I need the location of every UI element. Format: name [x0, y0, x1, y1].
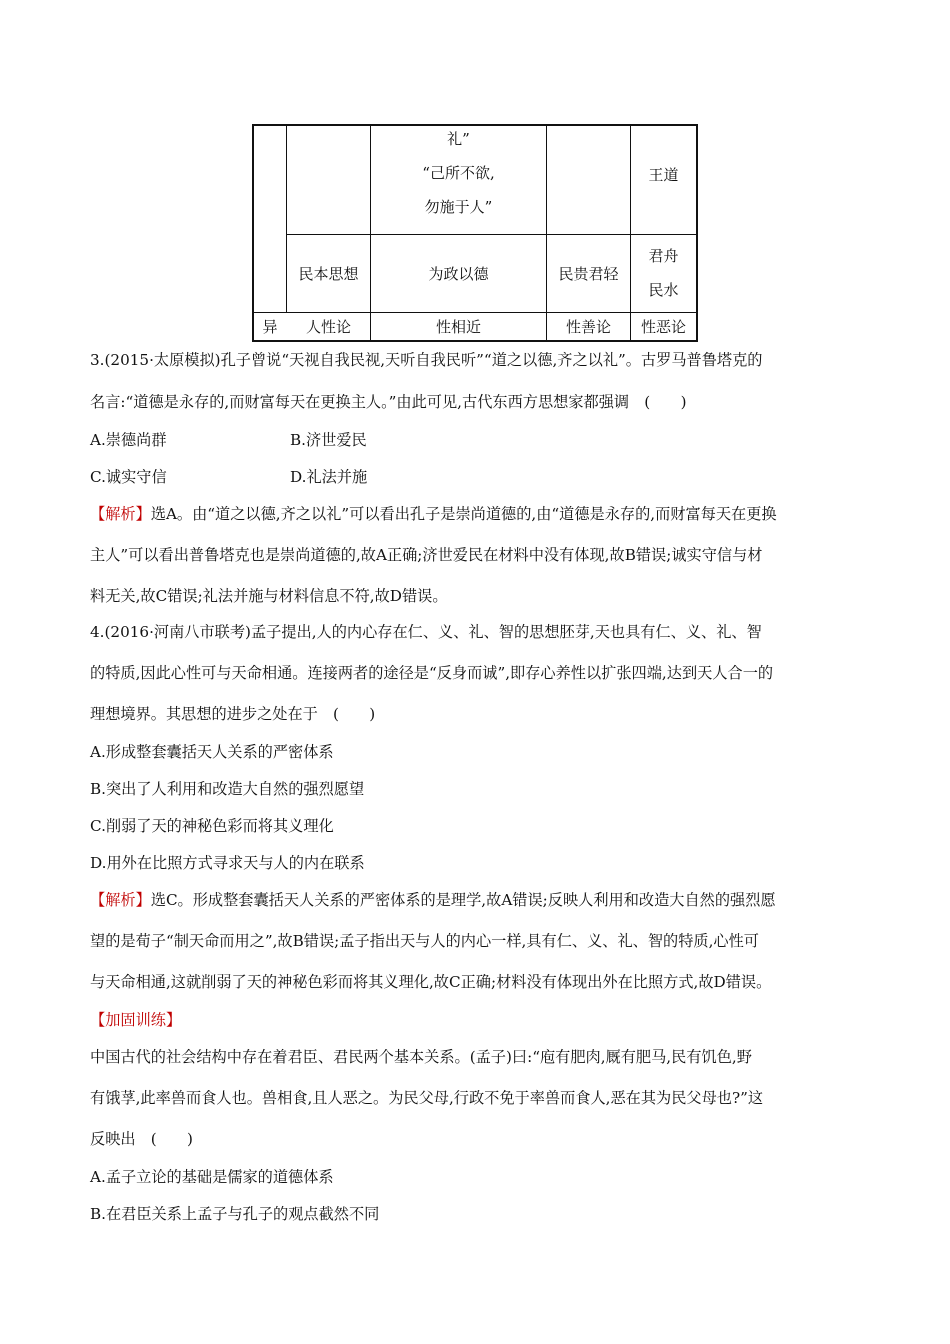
question-3-stem: 3.(2015·太原模拟)孔子曾说“天视自我民视,天听自我民听”“道之以德,齐之以礼”。古罗马普鲁塔克的 [90, 351, 763, 369]
cell-text: 民水 [648, 280, 679, 299]
table-cell [287, 235, 370, 312]
option-d: D.用外在比照方式寻求天与人的内在联系 [90, 854, 365, 872]
table-cell [371, 122, 546, 232]
option-b: B.突出了人利用和改造大自然的强烈愿望 [90, 780, 365, 798]
cell-text: 礼” [447, 130, 470, 148]
reinforcement-tag: 【加固训练】 [90, 1011, 182, 1029]
cell-text: 勿施于人” [424, 198, 493, 216]
cell-text: 性善论 [565, 317, 611, 336]
option-c: C.削弱了天的神秘色彩而将其义理化 [90, 817, 334, 835]
table-cell [631, 231, 696, 314]
analysis-text: 与天命相通,这就削弱了天的神秘色彩而将其义理化,故C正确;材料没有体现出外在比照方式,故D错误。 [90, 973, 772, 991]
extra-question-stem: 中国古代的社会结构中存在着君臣、君民两个基本关系。(孟子)曰:“庖有肥肉,厩有肥马,民有饥色,野 [90, 1048, 752, 1066]
table-cell [287, 313, 370, 340]
table-cell [631, 126, 696, 224]
cell-text: 性恶论 [640, 317, 686, 336]
extra-question-stem: 有饿莩,此率兽而食人也。兽相食,且人恶之。为民父母,行政不免于率兽而食人,恶在其为民父母也?”这 [90, 1089, 764, 1107]
cell-text: 君舟 [648, 246, 679, 265]
analysis-text: 选A。由“道之以德,齐之以礼”可以看出孔子是崇尚道德的,由“道德是永存的,而财富每天在更换 [150, 505, 777, 523]
cell-text: 民本思想 [298, 264, 359, 283]
question-4-stem: 理想境界。其思想的进步之处在于 ( ) [90, 705, 376, 723]
analysis-tag: 【解析】 [90, 505, 151, 523]
cell-text: “己所不欲, [422, 164, 495, 182]
table-cell [371, 313, 546, 340]
cell-text: 民贵君轻 [558, 264, 619, 283]
option-c: C.诚实守信 [90, 468, 167, 486]
answer-analysis [90, 890, 776, 910]
cell-text: 异 [262, 317, 278, 336]
analysis-tag: 【解析】 [90, 891, 151, 909]
table-cell [631, 313, 696, 340]
option-b: B.济世爱民 [290, 431, 367, 449]
analysis-text: 望的是荀子“制天命而用之”,故B错误;孟子指出天与人的内心一样,具有仁、义、礼、智的特质,心性可 [90, 932, 759, 950]
cell-text: 为政以德 [428, 264, 489, 283]
table-cell [254, 313, 286, 340]
table-cell [547, 235, 630, 312]
option-a: A.形成整套囊括天人关系的严密体系 [90, 743, 334, 761]
extra-question-stem: 反映出 ( ) [90, 1130, 193, 1148]
question-4-stem: 的特质,因此心性可与天命相通。连接两者的途径是“反身而诚”,即存心养性以扩张四端,达到天人合一的 [90, 664, 774, 682]
question-3-stem: 名言:“道德是永存的,而财富每天在更换主人。”由此可见,古代东西方思想家都强调 ( ) [90, 393, 687, 411]
option-a: A.崇德尚群 [90, 431, 167, 449]
cell-text: 性相近 [435, 317, 481, 336]
option-d: D.礼法并施 [290, 468, 368, 486]
option-a: A.孟子立论的基础是儒家的道德体系 [90, 1168, 334, 1186]
comparison-table [252, 124, 698, 342]
cell-text: 人性论 [305, 317, 351, 336]
cell-text: 王道 [648, 166, 679, 184]
analysis-text: 选C。形成整套囊括天人关系的严密体系的是理学,故A错误;反映人利用和改造大自然的强烈愿 [150, 891, 776, 909]
table-cell [371, 235, 546, 312]
analysis-text: 主人”可以看出普鲁塔克也是崇尚道德的,故A正确;济世爱民在材料中没有体现,故B错误;诚实守信与材 [90, 546, 763, 564]
table-cell [547, 313, 630, 340]
analysis-text: 料无关,故C错误;礼法并施与材料信息不符,故D错误。 [90, 587, 448, 605]
option-b: B.在君臣关系上孟子与孔子的观点截然不同 [90, 1205, 380, 1223]
question-4-stem: 4.(2016·河南八市联考)孟子提出,人的内心存在仁、义、礼、智的思想胚芽,天也具有仁、义、礼、智 [90, 623, 762, 641]
answer-analysis [90, 504, 777, 524]
